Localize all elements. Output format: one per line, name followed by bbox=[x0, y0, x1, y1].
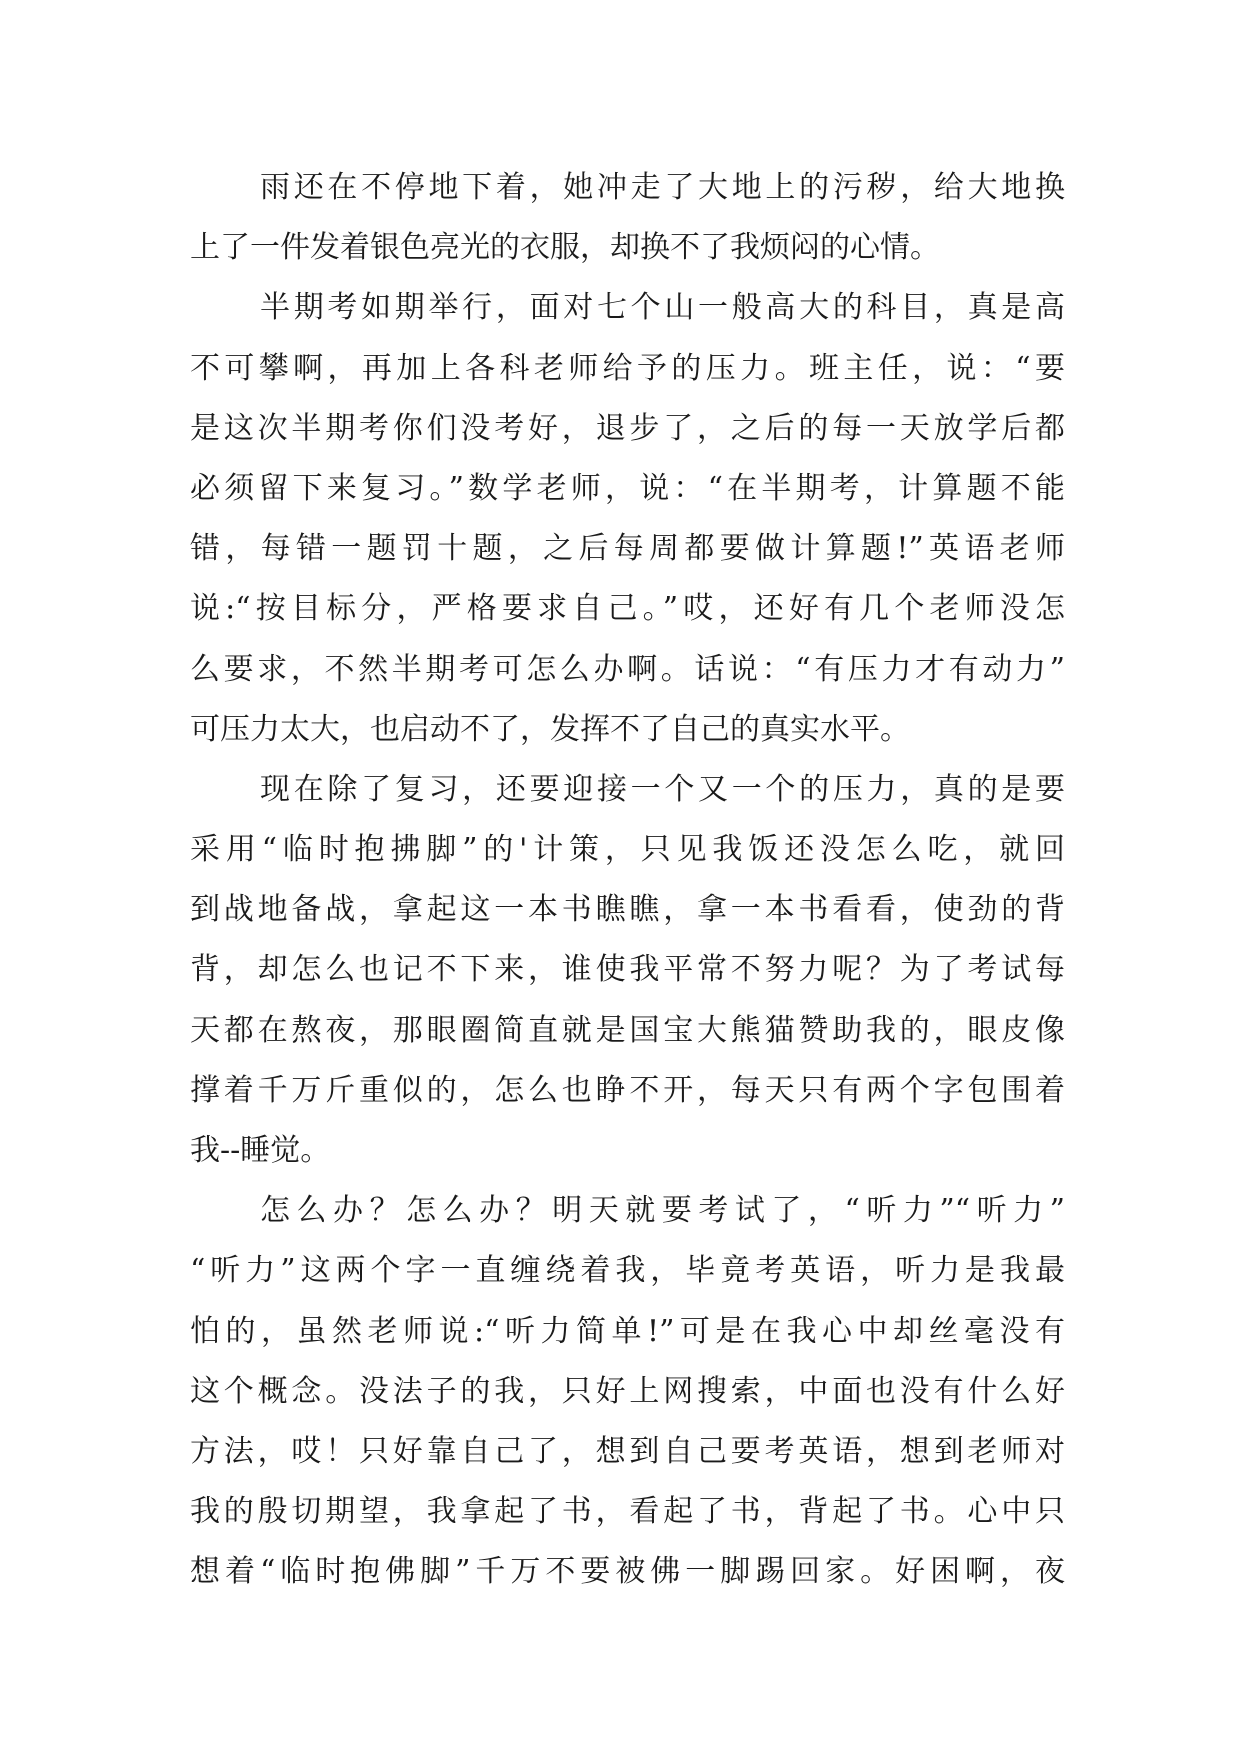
paragraph-2-line-4: 必须留下来复习。”数学老师，说：“在半期考，计算题不能 bbox=[190, 470, 1065, 506]
paragraph-2-line-8: 可压力太大，也启动不了，发挥不了自己的真实水平。 bbox=[190, 711, 910, 747]
paragraph-3-line-4: 背，却怎么也记不下来，谁使我平常不努力呢？为了考试每 bbox=[190, 952, 1065, 988]
paragraph-1-line-1: 雨还在不停地下着，她冲走了大地上的污秽，给大地换 bbox=[260, 170, 1065, 205]
paragraph-4-line-3: 怕的，虽然老师说:“听力简单!”可是在我心中却丝毫没有 bbox=[190, 1313, 1065, 1349]
essay-body bbox=[190, 158, 1065, 1603]
paragraph-4-line-1: 怎么办？怎么办？明天就要考试了，“听力”“听力” bbox=[260, 1193, 1065, 1229]
paragraph-3-line-2: 采用“临时抱拂脚”的'计策，只见我饭还没怎么吃，就回 bbox=[190, 832, 1065, 868]
paragraph-4-line-6: 我的殷切期望，我拿起了书，看起了书，背起了书。心中只 bbox=[190, 1494, 1065, 1530]
paragraph-4-line-5: 方法，哎！只好靠自己了，想到自己要考英语，想到老师对 bbox=[190, 1433, 1065, 1469]
paragraph-3-line-6: 撑着千万斤重似的，怎么也睁不开，每天只有两个字包围着 bbox=[190, 1072, 1065, 1108]
paragraph-2-line-2: 不可攀啊，再加上各科老师给予的压力。班主任，说：“要 bbox=[190, 350, 1065, 386]
paragraph-3-line-3: 到战地备战，拿起这一本书瞧瞧，拿一本书看看，使劲的背 bbox=[190, 892, 1065, 928]
paragraph-2-line-7: 么要求，不然半期考可怎么办啊。话说：“有压力才有动力” bbox=[190, 651, 1065, 687]
paragraph-1-line-2: 上了一件发着银色亮光的衣服，却换不了我烦闷的心情。 bbox=[190, 230, 940, 266]
paragraph-2-line-5: 错，每错一题罚十题，之后每周都要做计算题!”英语老师 bbox=[190, 531, 1065, 567]
paragraph-4-line-4: 这个概念。没法子的我，只好上网搜索，中面也没有什么好 bbox=[190, 1373, 1065, 1409]
paragraph-2-line-1: 半期考如期举行，面对七个山一般高大的科目，真是高 bbox=[260, 290, 1065, 326]
paragraph-3-line-7: 我--睡觉。 bbox=[190, 1133, 331, 1168]
paragraph-2-line-6: 说:“按目标分，严格要求自己。”哎，还好有几个老师没怎 bbox=[190, 591, 1065, 627]
paragraph-4-line-2: “听力”这两个字一直缠绕着我，毕竟考英语，听力是我最 bbox=[190, 1253, 1065, 1289]
paragraph-2-line-3: 是这次半期考你们没考好，退步了，之后的每一天放学后都 bbox=[190, 410, 1065, 446]
paragraph-3-line-5: 天都在熬夜，那眼圈简直就是国宝大熊猫赞助我的，眼皮像 bbox=[190, 1012, 1065, 1048]
paragraph-4-line-7: 想着“临时抱佛脚”千万不要被佛一脚踢回家。好困啊，夜 bbox=[190, 1554, 1065, 1590]
paragraph-3-line-1: 现在除了复习，还要迎接一个又一个的压力，真的是要 bbox=[260, 771, 1065, 807]
